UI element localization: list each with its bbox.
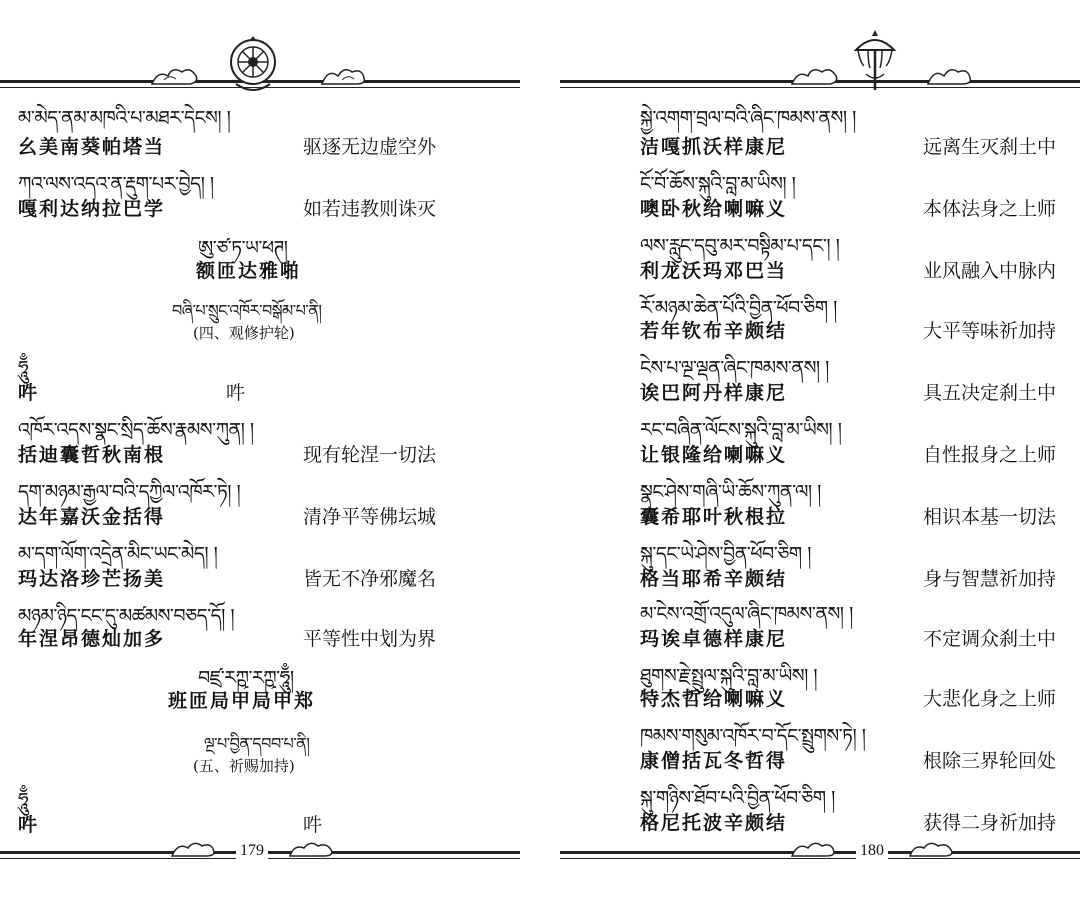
chinese-translation: 远离生灭刹土中 — [923, 136, 1057, 158]
phonetic-line: 达年嘉沃金括得 — [18, 506, 166, 528]
chinese-translation: 不定调众刹土中 — [923, 628, 1057, 650]
chinese-translation: 驱逐无边虚空外 — [303, 136, 437, 158]
chinese-translation: 本体法身之上师 — [923, 198, 1057, 220]
right-page — [540, 0, 1080, 922]
tibetan-line: རང་བཞིན་ལོངས་སྐུའི་བླ་མ་ཡིས། ། — [640, 419, 842, 441]
chinese-syllable: 吽 — [226, 382, 246, 404]
tibetan-line: ཁམས་གསུམ་འཁོར་བ་དོང་སྤྲུགས་ཏེ། ། — [640, 725, 866, 747]
tibetan-line: ཀའ་ལས་འདའ་ན་རྡུག་པར་བྱེད། ། — [18, 173, 214, 195]
page-number: 180 — [856, 842, 888, 860]
phonetic-line: 洁嘎抓沃样康尼 — [640, 136, 788, 158]
cloud-ornament-icon — [318, 64, 368, 88]
chinese-translation: 身与智慧祈加持 — [923, 568, 1057, 590]
chinese-translation: 现有轮涅一切法 — [303, 444, 437, 466]
phonetic-line: 囊希耶叶秋根拉 — [640, 506, 788, 528]
page-number: 179 — [236, 842, 268, 860]
chinese-translation: 大平等味祈加持 — [923, 320, 1057, 342]
chinese-translation: 相识本基一切法 — [923, 506, 1057, 528]
chinese-translation: 获得二身祈加持 — [923, 812, 1057, 834]
tibetan-line: མཉམ་ཉིད་ངང་དུ་མཚམས་བཅད་དོ། ། — [18, 605, 235, 627]
tibetan-line: སྐུ་དང་ཡེ་ཤེས་བྱིན་ཕོབ་ཅིག ། — [640, 543, 811, 565]
cloud-ornament-icon — [790, 64, 840, 88]
phonetic-syllable: 吽 — [18, 814, 40, 836]
parasol-icon — [850, 28, 900, 94]
phonetic-line: 玛诶卓德样康尼 — [640, 628, 788, 650]
phonetic-line: 玛达洛珍芒扬美 — [18, 568, 166, 590]
phonetic-line: 年涅昂德灿加多 — [18, 628, 166, 650]
dharma-wheel-icon — [226, 34, 280, 94]
phonetic-line: 括迪囊哲秋南根 — [18, 444, 166, 466]
chinese-translation: 具五决定刹土中 — [923, 382, 1057, 404]
chinese-translation: 如若违教则诛灭 — [303, 198, 437, 220]
tibetan-line: ངོ་བོ་ཆོས་སྐུའི་བླ་མ་ཡིས། ། — [640, 173, 796, 195]
section-heading-tibetan: བཞི་པ་སྲུང་འཁོར་བསྒོམ་པ་ནི། — [172, 301, 322, 320]
chinese-translation: 平等性中划为界 — [303, 628, 437, 650]
phonetic-line: 噢卧秋给喇嘛义 — [640, 198, 788, 220]
tibetan-line: སྐྱེ་འགག་བྲལ་བའི་ཞིང་ཁམས་ནས། ། — [640, 107, 856, 129]
phonetic-line: 康僧括瓦冬哲得 — [640, 750, 788, 772]
chinese-translation: 大悲化身之上师 — [923, 688, 1057, 710]
section-heading-tibetan: ལྔ་པ་བྱིན་དབབ་པ་ནི། — [204, 734, 310, 753]
phonetic-line: 格当耶希辛颇结 — [640, 568, 788, 590]
tibetan-line: སྣང་ཤེས་གཞི་ཡི་ཆོས་ཀུན་ལ། ། — [640, 481, 821, 503]
phonetic-line: 诶巴阿丹样康尼 — [640, 382, 788, 404]
chinese-translation: 业风融入中脉内 — [923, 260, 1057, 282]
tibetan-line: མ་ངེས་འགྲོ་འདུལ་ཞིང་ཁམས་ནས། ། — [640, 603, 853, 625]
phonetic-line: 利龙沃玛邓巴当 — [640, 260, 788, 282]
phonetic-mantra: 额匝达雅啪 — [196, 260, 302, 282]
tibetan-line: དག་མཉམ་རྒྱལ་བའི་དཀྱིལ་འཁོར་ཏེ། ། — [18, 481, 241, 503]
cloud-ornament-icon — [790, 838, 836, 860]
chinese-syllable: 吽 — [303, 814, 323, 836]
cloud-ornament-icon — [924, 64, 974, 88]
tibetan-mantra: ཨུ་ཙ་ཏ་ཡ་ཕཊ། — [198, 237, 288, 259]
phonetic-line: 特杰哲给喇嘛义 — [640, 688, 788, 710]
tibetan-line: ཐུགས་རྗེ་སྤྲུལ་སྐུའི་བླ་མ་ཡིས། ། — [640, 665, 818, 687]
phonetic-line: 格尼托波辛颇结 — [640, 812, 788, 834]
chinese-translation: 清净平等佛坛城 — [303, 506, 437, 528]
tibetan-line: འཁོར་འདས་སྣང་སྲིད་ཆོས་རྣམས་ཀུན། ། — [18, 419, 254, 441]
tibetan-line: སྐུ་གཉིས་ཐོབ་པའི་བྱིན་ཕོབ་ཅིག ། — [640, 787, 835, 809]
chinese-translation: 根除三界轮回处 — [923, 750, 1057, 772]
phonetic-line: 若年钦布辛颇结 — [640, 320, 788, 342]
tibetan-line: ངེས་པ་ལྔ་ལྡན་ཞིང་ཁམས་ནས། ། — [640, 357, 829, 379]
section-heading: (四、观修护轮) — [193, 324, 295, 342]
phonetic-syllable: 吽 — [18, 382, 40, 404]
tibetan-line: མ་མེད་ནམ་མཁའི་པ་མཐར་དེངས། ། — [18, 107, 231, 129]
cloud-ornament-icon — [150, 64, 200, 88]
tibetan-line: མ་དག་ལོག་འདྲེན་མིང་ཡང་མེད། ། — [18, 543, 218, 565]
phonetic-line: 嘎利达纳拉巴学 — [18, 198, 166, 220]
tibetan-mantra: བཛྲ་རཀྵ་རཀྵ་ཧཱུྃ། — [198, 667, 294, 689]
phonetic-mantra: 班匝局甲局甲郑 — [168, 690, 316, 712]
phonetic-line: 让银隆给喇嘛义 — [640, 444, 788, 466]
chinese-translation: 自性报身之上师 — [923, 444, 1057, 466]
cloud-ornament-icon — [170, 838, 216, 860]
phonetic-line: 幺美南葵帕塔当 — [18, 136, 166, 158]
cloud-ornament-icon — [908, 838, 954, 860]
tibetan-syllable: ཧཱུྃ — [18, 357, 29, 379]
cloud-ornament-icon — [288, 838, 334, 860]
chinese-translation: 皆无不净邪魔名 — [303, 568, 437, 590]
tibetan-line: རོ་མཉམ་ཆེན་པོའི་བྱིན་ཕོབ་ཅིག ། — [640, 297, 837, 319]
tibetan-syllable: ཧཱུྃ — [18, 789, 29, 811]
tibetan-line: ལས་རླུང་དབུ་མར་བསྟིམ་པ་དང་། ། — [640, 235, 840, 257]
section-heading: (五、祈赐加持) — [193, 757, 295, 775]
